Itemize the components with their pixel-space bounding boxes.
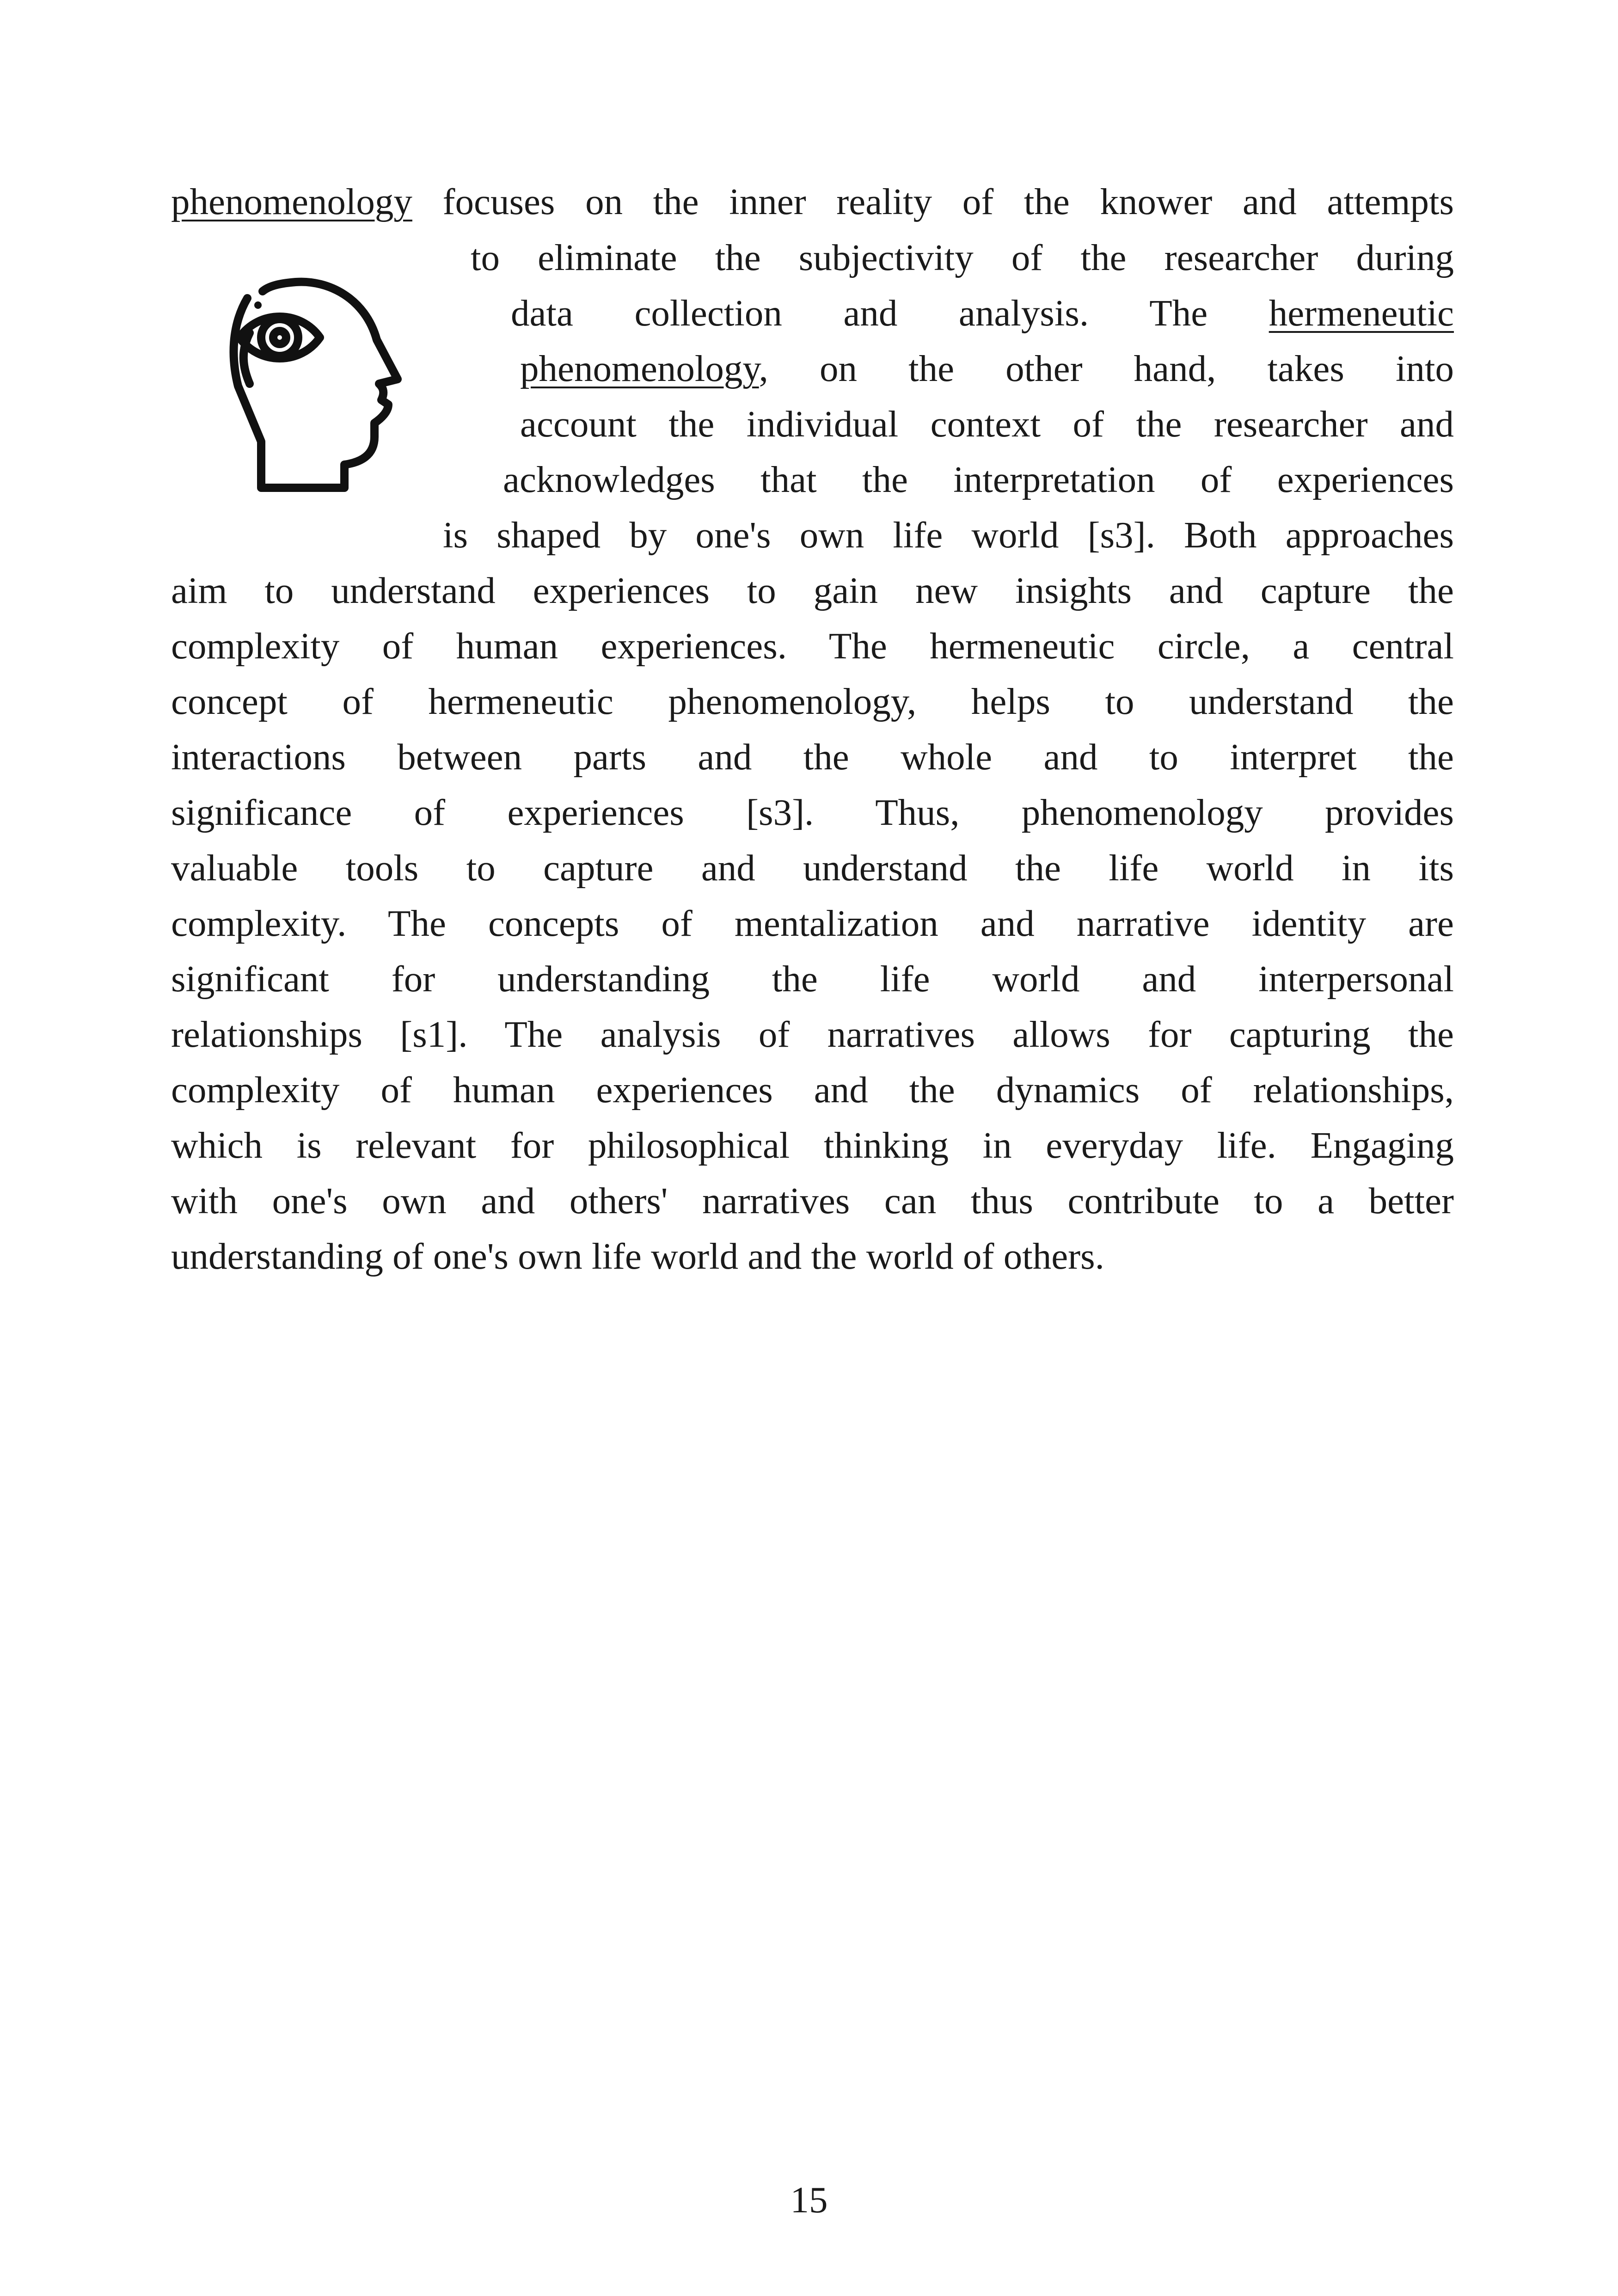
link-hermeneutic[interactable]: hermeneutic	[1269, 292, 1454, 334]
text-line: acknowledges that the interpretation of experiences	[503, 459, 1454, 500]
text-line: complexity. The concepts of mentalization and narrative identity are	[171, 902, 1454, 944]
text-line: to eliminate the subjectivity of the researcher during	[471, 237, 1454, 278]
text-segment: focuses on the inner reality of the knower and attempts	[412, 181, 1454, 222]
text-line	[520, 341, 1454, 396]
text-line: interactions between parts and the whole and to interpret the	[171, 736, 1454, 778]
text-line: complexity of human experiences and the dynamics of relationships,	[171, 1069, 1454, 1111]
text-line: aim to understand experiences to gain new insights and capture the	[171, 570, 1454, 611]
page-number: 15	[790, 2179, 828, 2221]
text-line: understanding of one's own life world and the world of others.	[171, 1235, 1104, 1277]
head-eye-icon	[222, 270, 435, 502]
text-line: relationships [s1]. The analysis of narratives allows for capturing the	[171, 1013, 1454, 1055]
text-line: valuable tools to capture and understand the life world in its	[171, 847, 1454, 889]
link-phenomenology[interactable]: phenomenology	[520, 348, 759, 389]
text-line: concept of hermeneutic phenomenology, helps to understand the	[171, 681, 1454, 722]
text-line: significance of experiences [s3]. Thus, phenomenology provides	[171, 792, 1454, 833]
text-segment: data collection and analysis. The	[511, 292, 1269, 334]
text-line	[171, 174, 1454, 229]
text-line: significant for understanding the life world and interpersonal	[171, 958, 1454, 1000]
text-line: which is relevant for philosophical thinking in everyday life. Engaging	[171, 1124, 1454, 1166]
text-line: with one's own and others' narratives can thus contribute to a better	[171, 1180, 1454, 1222]
text-line: complexity of human experiences. The hermeneutic circle, a central	[171, 625, 1454, 667]
text-line	[511, 285, 1454, 341]
link-phenomenology[interactable]: phenomenology	[171, 181, 412, 222]
text-line: account the individual context of the researcher and	[520, 403, 1454, 445]
text-segment: , on the other hand, takes into	[759, 348, 1454, 389]
text-line: is shaped by one's own life world [s3]. Both approaches	[443, 514, 1454, 556]
